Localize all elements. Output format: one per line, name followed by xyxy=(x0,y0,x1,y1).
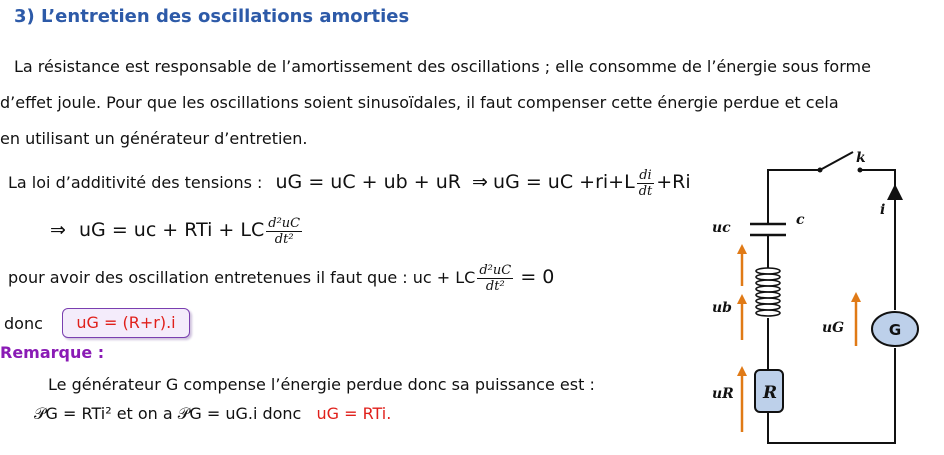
d2uc-fraction xyxy=(266,216,302,247)
d2uc-den: dt² xyxy=(274,232,294,247)
implies-arrow-2: ⇒ xyxy=(50,219,66,241)
condition-line xyxy=(8,263,554,294)
capacitor xyxy=(750,224,786,235)
inductor-coil xyxy=(756,268,780,316)
law-eq1c: +Ri xyxy=(656,171,691,193)
final-relation: uG = RTi. xyxy=(316,404,392,423)
law-line-2 xyxy=(50,216,304,247)
remarque-heading: Remarque : xyxy=(0,343,105,362)
remarque-line-2 xyxy=(34,404,391,424)
switch-pivot xyxy=(818,168,823,173)
switch-k xyxy=(820,152,853,170)
law-eq1a: uG = uC + ub + uR xyxy=(275,171,461,193)
switch-contact xyxy=(858,168,863,173)
condition-den: dt² xyxy=(485,279,505,294)
condition-tail: = 0 xyxy=(520,266,555,288)
donc-label: donc xyxy=(4,314,43,333)
implies-arrow: ⇒ xyxy=(472,171,488,193)
remarque-line-1: Le générateur G compense l’énergie perdue donc sa puissance est : xyxy=(48,375,595,394)
law-line xyxy=(8,168,691,199)
didt-num: di xyxy=(637,168,655,184)
label-i: i xyxy=(880,202,886,218)
label-g: G xyxy=(888,321,902,339)
law-eq1b: uG = uC +ri+L xyxy=(493,171,635,193)
label-ub: ub xyxy=(712,300,732,316)
label-uc: uc xyxy=(712,220,731,236)
label-ug: uG xyxy=(822,320,845,336)
boxed-equation: uG = (R+r).i xyxy=(62,308,190,338)
label-c: c xyxy=(796,212,805,228)
d2uc-num: d²uC xyxy=(268,216,301,231)
condition-text: pour avoir des oscillation entretenues il faut que : uc + LC xyxy=(8,268,476,287)
label-ur: uR xyxy=(712,386,734,402)
condition-num: d²uC xyxy=(479,263,512,278)
label-k: k xyxy=(856,150,866,166)
power-relations: 𝒫G = RTi² et on a 𝒫G = uG.i donc xyxy=(34,404,302,423)
paragraph-line-1: La résistance est responsable de l’amortissement des oscillations ; elle consomme de l’énergie sous forme xyxy=(14,57,871,76)
rlc-circuit-diagram xyxy=(690,140,944,450)
section-title: 3) L’entretien des oscillations amorties xyxy=(14,6,410,27)
didt-fraction xyxy=(637,168,655,199)
didt-den: dt xyxy=(638,184,653,199)
condition-fraction xyxy=(477,263,513,294)
label-r: R xyxy=(763,383,778,403)
circuit-wires xyxy=(768,152,895,443)
paragraph-line-2: d’effet joule. Pour que les oscillations soient sinusoïdales, il faut compenser cette énergie perdue et cela xyxy=(0,93,839,112)
law-intro: La loi d’additivité des tensions : xyxy=(8,173,263,192)
paragraph-line-3: en utilisant un générateur d’entretien. xyxy=(0,129,308,148)
law-eq2: uG = uc + RTi + LC xyxy=(79,219,265,241)
